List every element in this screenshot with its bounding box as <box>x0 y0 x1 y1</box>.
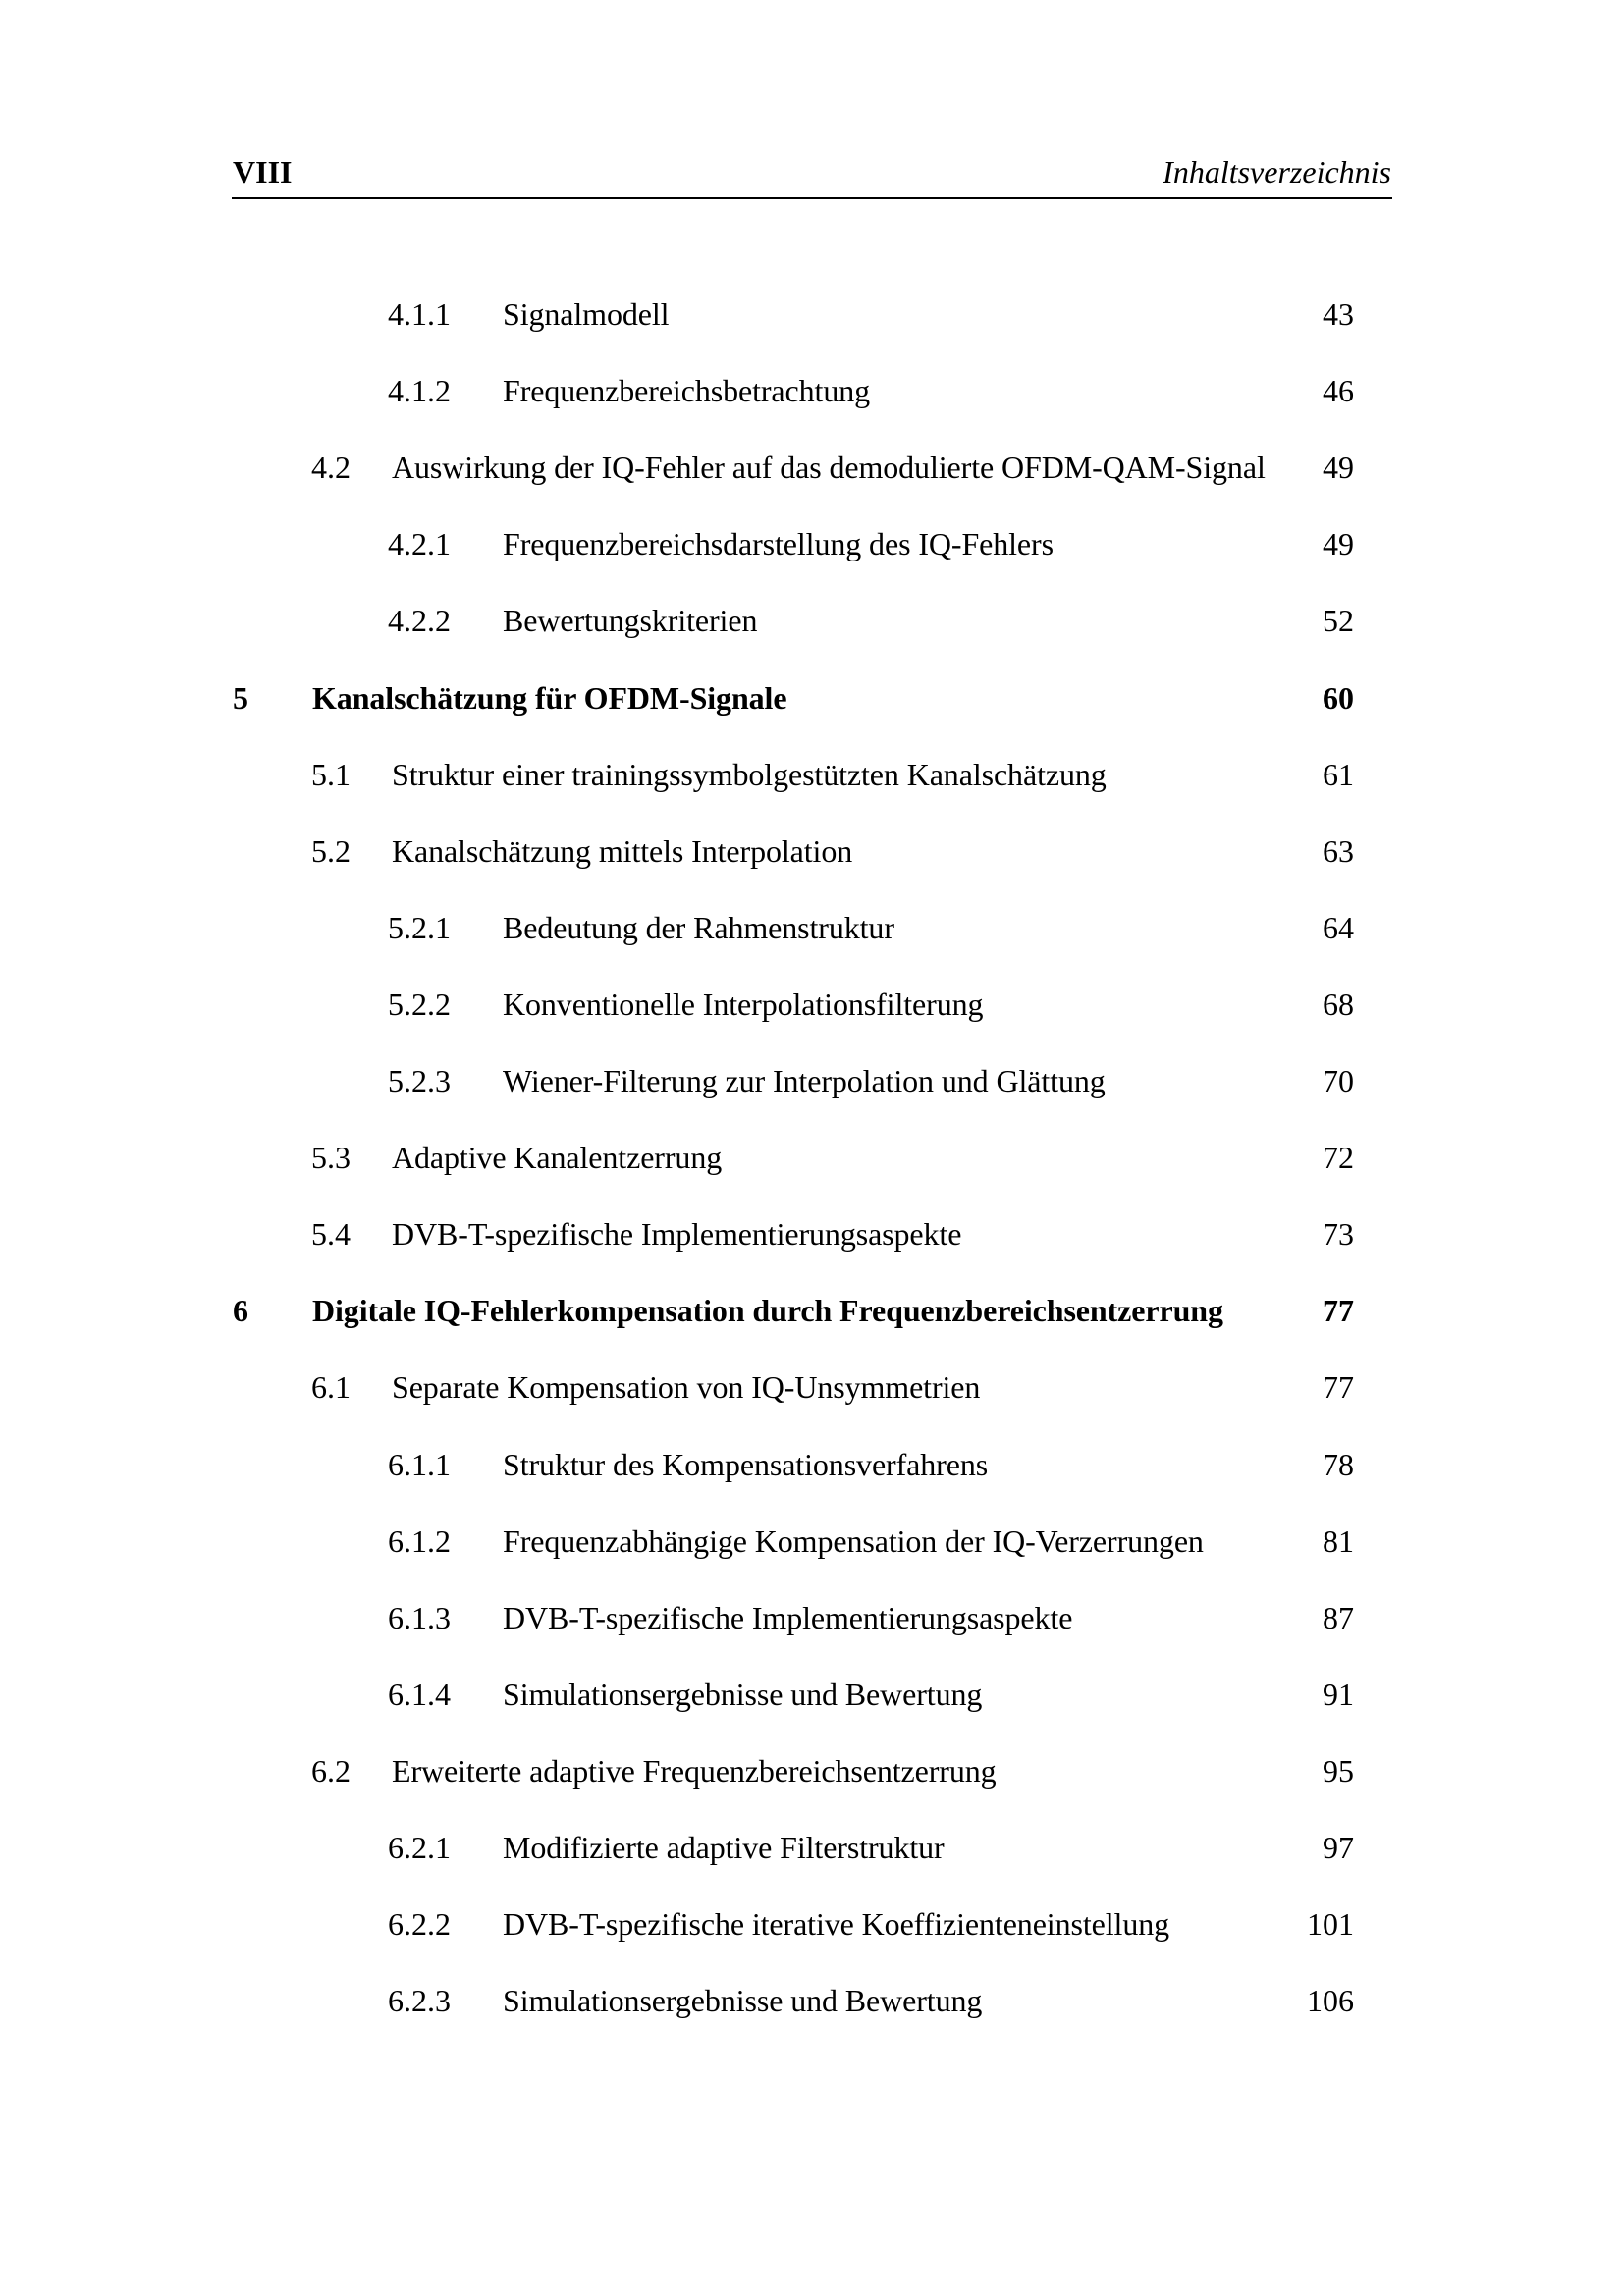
toc-entry-row <box>233 985 1354 1024</box>
toc-entry-number: 5.2.3 <box>388 1063 451 1098</box>
toc-entry-title: Bewertungskriterien <box>503 603 758 638</box>
toc-entry-page-number: 61 <box>1323 757 1354 792</box>
toc-entry-row <box>233 1291 1354 1330</box>
toc-entry-title: Separate Kompensation von IQ-Unsymmetrien <box>392 1369 981 1405</box>
toc-entry-title: Bedeutung der Rahmenstruktur <box>503 910 894 945</box>
toc-entry-page-number: 70 <box>1323 1063 1354 1098</box>
toc-entry-title: Simulationsergebnisse und Bewertung <box>503 1677 983 1712</box>
toc-entry-row <box>233 1138 1354 1177</box>
toc-entry-row <box>233 908 1354 947</box>
toc-entry-page-number: 78 <box>1323 1447 1354 1482</box>
toc-entry-title: Auswirkung der IQ-Fehler auf das demodulierte OFDM-QAM-Signal <box>392 450 1266 485</box>
toc-entry-number: 6.1.2 <box>388 1523 451 1559</box>
toc-entry-page-number: 106 <box>1307 1983 1354 2018</box>
toc-entry-title: Frequenzbereichsdarstellung des IQ-Fehlers <box>503 526 1054 561</box>
toc-entry-number: 6 <box>233 1293 248 1328</box>
toc-entry-page-number: 60 <box>1323 680 1354 716</box>
toc-entry-title: Simulationsergebnisse und Bewertung <box>503 1983 983 2018</box>
toc-entry-row <box>233 524 1354 563</box>
toc-entry-page-number: 43 <box>1323 296 1354 332</box>
toc-entry-title: Frequenzbereichsbetrachtung <box>503 373 871 408</box>
toc-entry-title: DVB-T-spezifische Implementierungsaspekte <box>503 1600 1073 1635</box>
toc-entry-page-number: 64 <box>1323 910 1354 945</box>
toc-entry-number: 6.2.1 <box>388 1830 451 1865</box>
toc-entry-row <box>233 1598 1354 1637</box>
toc-entry-title: Erweiterte adaptive Frequenzbereichsentzerrung <box>392 1753 997 1789</box>
toc-entry-number: 5.2.2 <box>388 987 451 1022</box>
toc-entry-page-number: 77 <box>1323 1293 1354 1328</box>
toc-entry-page-number: 73 <box>1323 1216 1354 1252</box>
toc-entry-row <box>233 1214 1354 1254</box>
toc-entry-page-number: 101 <box>1307 1906 1354 1942</box>
toc-entry-row <box>233 1751 1354 1790</box>
toc-entry-number: 6.2.2 <box>388 1906 451 1942</box>
toc-entry-page-number: 97 <box>1323 1830 1354 1865</box>
toc-entry-row <box>233 1445 1354 1484</box>
toc-entry-title: Frequenzabhängige Kompensation der IQ-Verzerrungen <box>503 1523 1204 1559</box>
toc-entry-title: Kanalschätzung für OFDM-Signale <box>312 680 787 716</box>
toc-entry-page-number: 68 <box>1323 987 1354 1022</box>
toc-entry-number: 4.2 <box>311 450 351 485</box>
toc-entry-title: Wiener-Filterung zur Interpolation und Glättung <box>503 1063 1106 1098</box>
toc-entry-number: 6.2.3 <box>388 1983 451 2018</box>
toc-entry-page-number: 49 <box>1323 450 1354 485</box>
toc-entry-row <box>233 1522 1354 1561</box>
toc-entry-page-number: 52 <box>1323 603 1354 638</box>
toc-entry-page-number: 91 <box>1323 1677 1354 1712</box>
toc-entry-page-number: 49 <box>1323 526 1354 561</box>
toc-entry-row <box>233 831 1354 871</box>
toc-entry-title: Konventionelle Interpolationsfilterung <box>503 987 984 1022</box>
toc-entry-number: 4.1.2 <box>388 373 451 408</box>
toc-entry-row <box>233 1904 1354 1944</box>
toc-entry-title: Digitale IQ-Fehlerkompensation durch Frequenzbereichsentzerrung <box>312 1293 1223 1328</box>
toc-entry-row <box>233 294 1354 334</box>
toc-entry-page-number: 72 <box>1323 1140 1354 1175</box>
toc-entry-row <box>233 371 1354 410</box>
toc-entry-number: 4.2.2 <box>388 603 451 638</box>
toc-entry-page-number: 77 <box>1323 1369 1354 1405</box>
toc-entry-number: 4.1.1 <box>388 296 451 332</box>
toc-entry-title: Struktur einer trainingssymbolgestützten Kanalschätzung <box>392 757 1107 792</box>
toc-entry-row <box>233 1367 1354 1407</box>
toc-entry-title: Kanalschätzung mittels Interpolation <box>392 833 853 869</box>
toc-entry-title: Struktur des Kompensationsverfahrens <box>503 1447 989 1482</box>
toc-entry-page-number: 95 <box>1323 1753 1354 1789</box>
toc-entry-number: 6.1.3 <box>388 1600 451 1635</box>
toc-entry-row <box>233 678 1354 718</box>
toc-entry-title: Modifizierte adaptive Filterstruktur <box>503 1830 945 1865</box>
toc-entry-number: 5.1 <box>311 757 351 792</box>
toc-entry-number: 6.1.1 <box>388 1447 451 1482</box>
toc-entry-title: DVB-T-spezifische Implementierungsaspekte <box>392 1216 962 1252</box>
toc-entry-row <box>233 1981 1354 2020</box>
toc-entry-page-number: 46 <box>1323 373 1354 408</box>
toc-entry-row <box>233 1828 1354 1867</box>
toc-entry-title: DVB-T-spezifische iterative Koeffizienteneinstellung <box>503 1906 1170 1942</box>
toc-entry-number: 6.1 <box>311 1369 351 1405</box>
toc-entry-row <box>233 755 1354 794</box>
header-running-title: Inhaltsverzeichnis <box>1163 154 1391 189</box>
toc-entry-number: 5 <box>233 680 248 716</box>
toc-entry-number: 6.2 <box>311 1753 351 1789</box>
toc-entry-number: 5.2 <box>311 833 351 869</box>
toc-entry-page-number: 63 <box>1323 833 1354 869</box>
toc-entry-title: Signalmodell <box>503 296 670 332</box>
toc-entry-row <box>233 601 1354 640</box>
toc-entry-row <box>233 1675 1354 1714</box>
toc-entry-page-number: 81 <box>1323 1523 1354 1559</box>
toc-entry-title: Adaptive Kanalentzerrung <box>392 1140 723 1175</box>
toc-entry-number: 6.1.4 <box>388 1677 451 1712</box>
toc-entry-number: 5.4 <box>311 1216 351 1252</box>
header-rule <box>232 197 1392 199</box>
toc-entry-number: 5.2.1 <box>388 910 451 945</box>
toc-entry-row <box>233 448 1354 487</box>
toc-entry-page-number: 87 <box>1323 1600 1354 1635</box>
header-page-number: VIII <box>233 154 293 189</box>
toc-entry-number: 4.2.1 <box>388 526 451 561</box>
toc-entry-row <box>233 1061 1354 1100</box>
toc-entry-number: 5.3 <box>311 1140 351 1175</box>
